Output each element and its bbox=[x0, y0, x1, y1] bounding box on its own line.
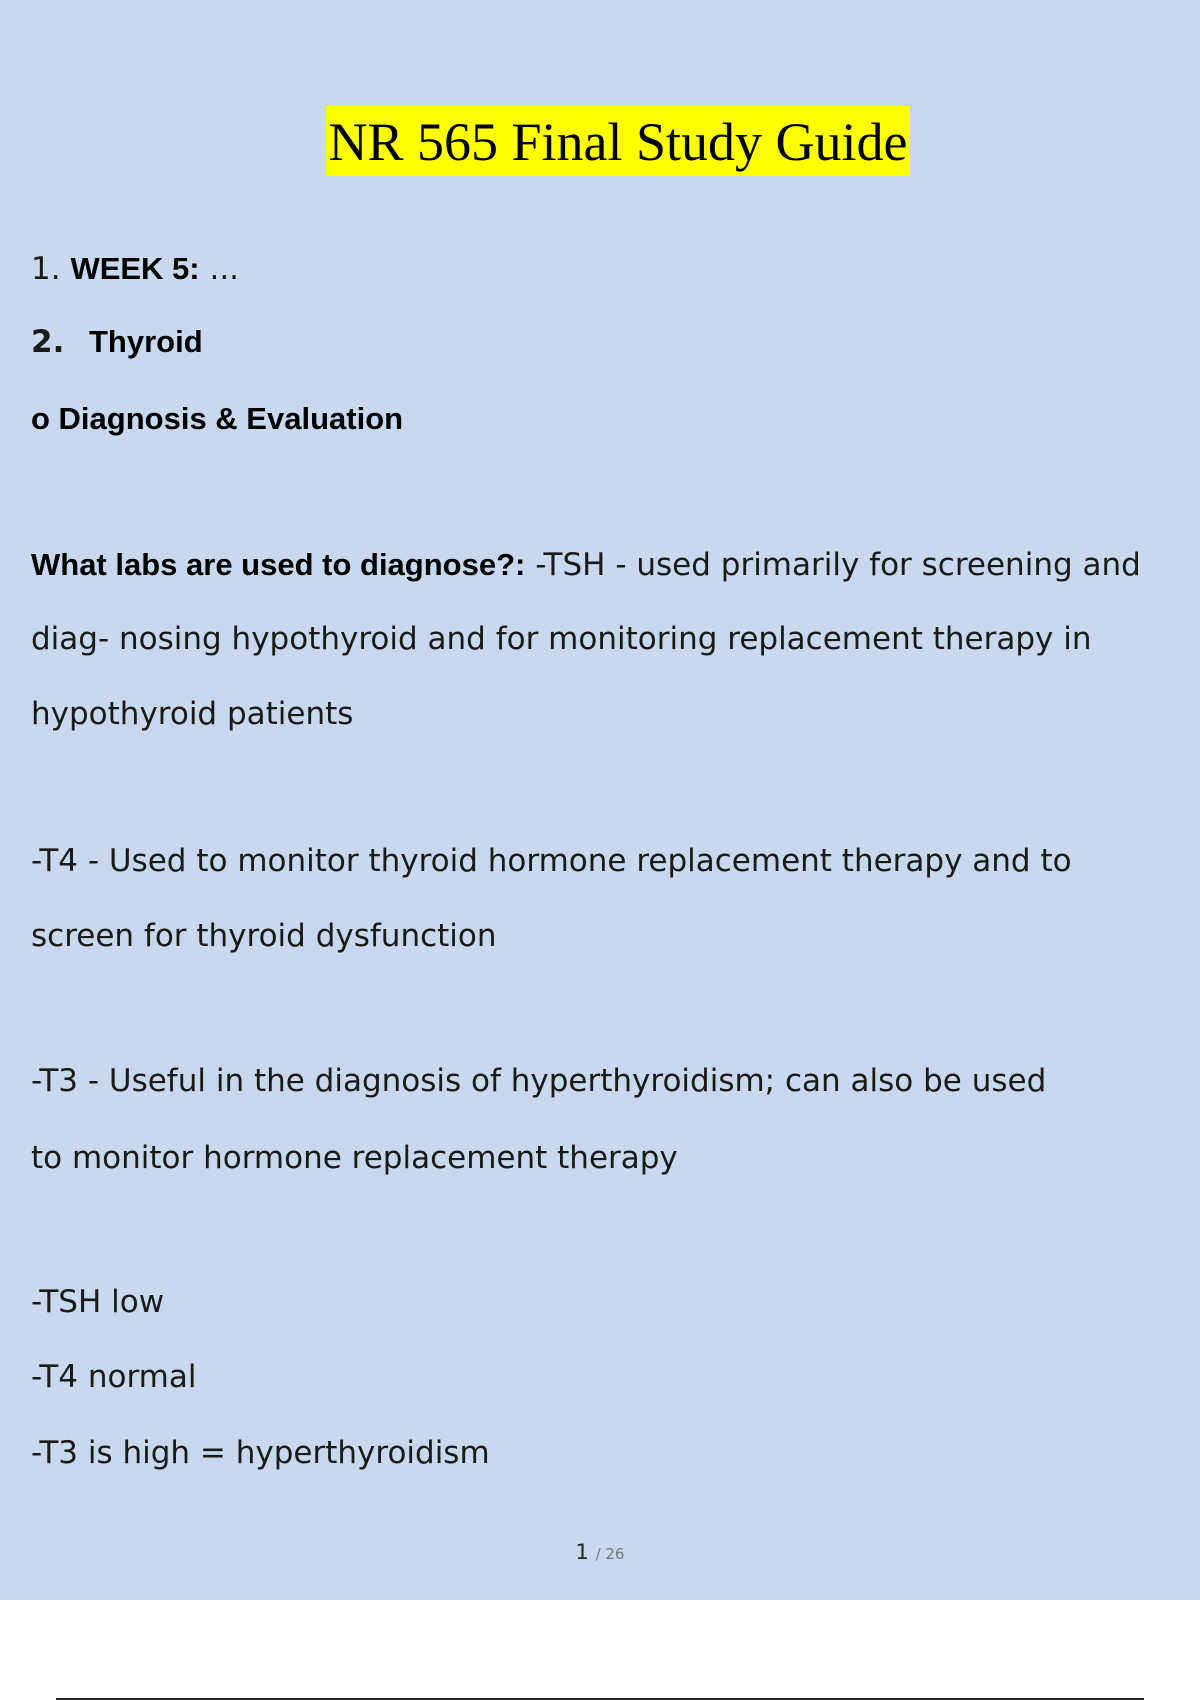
t3-line-2: to monitor hormone replacement therapy bbox=[31, 1140, 678, 1176]
t4-line-2: screen for thyroid dysfunction bbox=[31, 918, 497, 954]
week-rest: ... bbox=[199, 251, 240, 287]
week-item bbox=[31, 249, 239, 289]
title-container bbox=[0, 106, 1200, 176]
diagnosis-heading: o Diagnosis & Evaluation bbox=[31, 401, 404, 436]
document-title: NR 565 Final Study Guide bbox=[326, 106, 909, 176]
summary-t4: -T4 normal bbox=[31, 1359, 197, 1395]
question-line-2: diag- nosing hypothyroid and for monitoring replacement therapy in bbox=[31, 621, 1092, 657]
t4-line-1: -T4 - Used to monitor thyroid hormone replacement therapy and to bbox=[31, 843, 1072, 879]
question-line-3: hypothyroid patients bbox=[31, 696, 354, 732]
summary-t3: -T3 is high = hyperthyroidism bbox=[31, 1435, 490, 1471]
page-indicator bbox=[0, 1540, 1200, 1564]
thyroid-item bbox=[31, 322, 203, 362]
question-label: What labs are used to diagnose?: bbox=[31, 547, 526, 582]
summary-tsh: -TSH low bbox=[31, 1284, 165, 1320]
question-line-1 bbox=[31, 545, 1141, 585]
page-current: 1 bbox=[575, 1540, 589, 1564]
thyroid-number: 2. bbox=[31, 324, 65, 360]
week-number: 1. bbox=[31, 251, 61, 287]
thyroid-label: Thyroid bbox=[89, 324, 203, 359]
t3-line-1: -T3 - Useful in the diagnosis of hyperthyroidism; can also be used bbox=[31, 1063, 1047, 1099]
question-answer-start: -TSH - used primarily for screening and bbox=[525, 547, 1141, 583]
week-label: WEEK 5: bbox=[70, 251, 200, 286]
page-total: / 26 bbox=[595, 1545, 625, 1563]
